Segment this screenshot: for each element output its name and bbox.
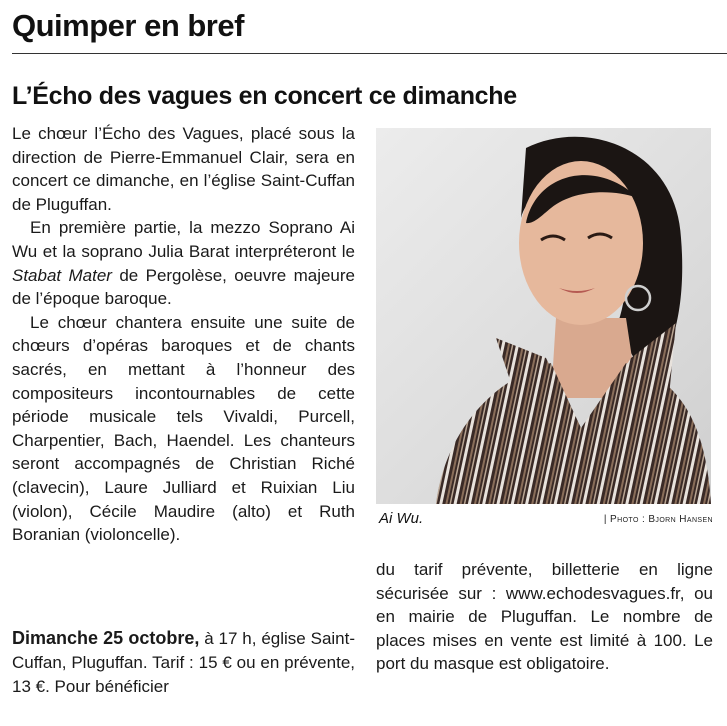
photo-credit: | Photo : Bjorn Hansen bbox=[603, 514, 713, 525]
portrait-illustration bbox=[376, 128, 711, 504]
paragraph-first-part-end: de Pergolèse, oeuvre majeure de l’époque baroque. bbox=[12, 265, 355, 309]
article-body-left bbox=[12, 122, 355, 547]
event-details: à 17 h, église Saint-Cuffan, Pluguffan. Tarif : 15 € ou en prévente, 13 €. Pour bénéficier bbox=[12, 629, 356, 696]
section-divider bbox=[12, 53, 727, 54]
photo-caption: Ai Wu. bbox=[379, 510, 424, 527]
paragraph-intro: Le chœur l’Écho des Vagues, placé sous la direction de Pierre-Emmanuel Clair, sera en concert ce dimanche, en l’église Saint-Cuffan de Pluguffan. bbox=[12, 124, 355, 214]
section-title: Quimper en bref bbox=[12, 8, 244, 43]
article-headline: L’Écho des vagues en concert ce dimanche bbox=[12, 82, 517, 110]
portrait-photo bbox=[376, 128, 711, 504]
event-date: Dimanche 25 octobre, bbox=[12, 628, 200, 648]
work-title: Stabat Mater bbox=[12, 265, 112, 285]
paragraph-program: Le chœur chantera ensuite une suite de chœurs d’opéras baroques et de chants sacrés, en mettant à l’honneur des compositeurs incontournables de cette période musicale tels Vivaldi, Purcell, Charpentier, Bach, Haendel. Les chanteurs seront accompagnés de Christian Riché (clavecin), Laure Julliard et Ruixian Liu (violon), Cécile Maudire (alto) et Ruth Boranian (violoncelle). bbox=[12, 312, 355, 545]
article-body-right: du tarif prévente, billetterie en ligne sécurisée sur : www.echodesvagues.fr, ou en mairie de Pluguffan. Le nombre de places mises en vente est limité à 100. Le port du masque est obligatoire. bbox=[376, 560, 713, 674]
paragraph-first-part-text: En première partie, la mezzo Soprano Ai Wu et la soprano Julia Barat interpréteront le bbox=[12, 218, 355, 261]
practical-info bbox=[12, 626, 355, 699]
paragraph-first-part bbox=[12, 216, 355, 310]
